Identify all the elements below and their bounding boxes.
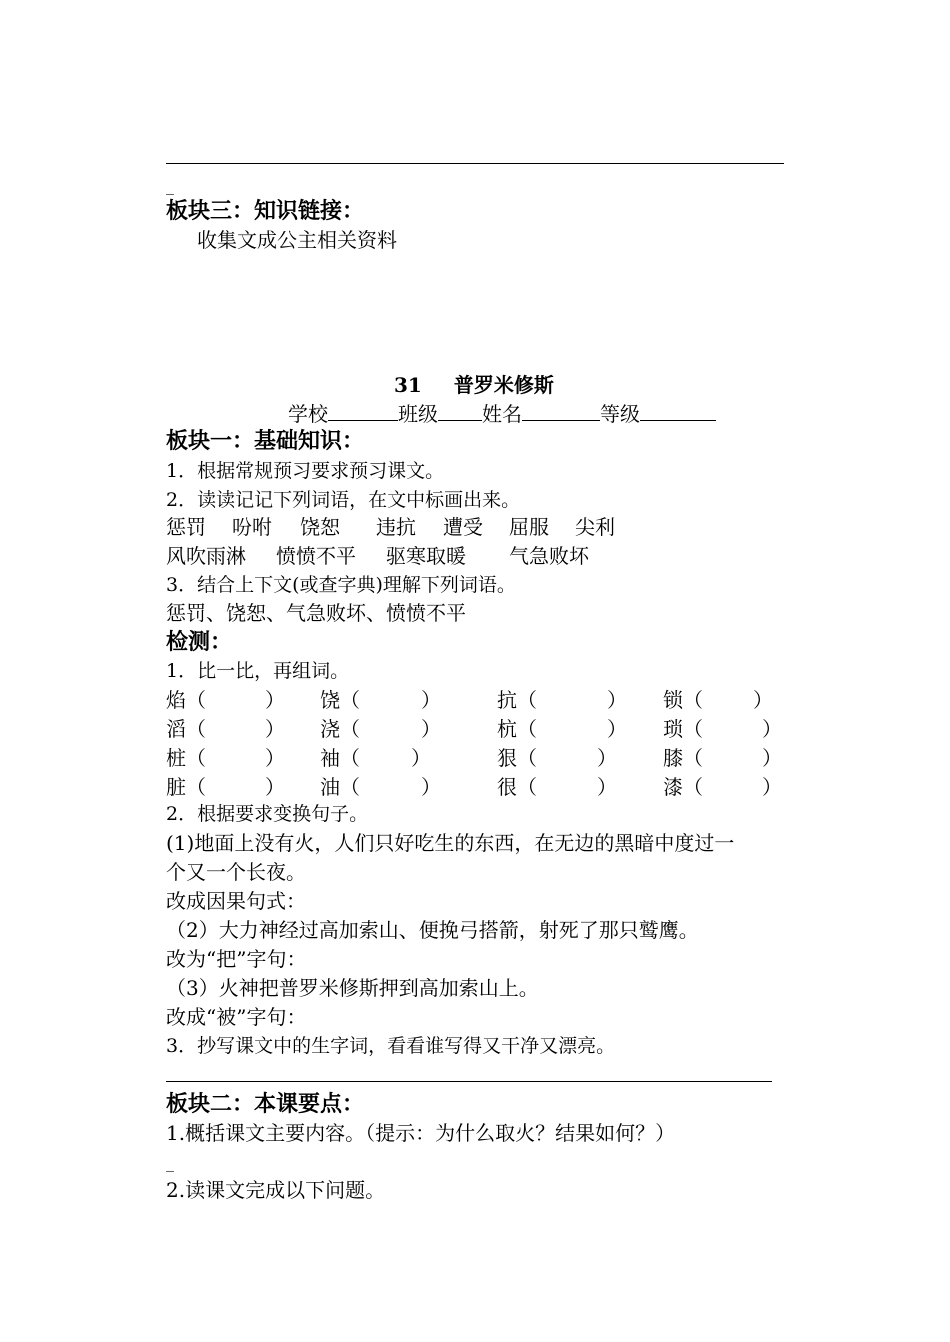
sentence-1-line-1: (1)地面上没有火，人们只好吃生的东西，在无边的黑暗中度过一	[166, 831, 735, 855]
open-paren: （	[340, 688, 360, 712]
lesson-number: 31	[394, 373, 422, 397]
answer-blank[interactable]	[537, 744, 595, 772]
grid-character: 琐	[663, 717, 683, 741]
answer-blank[interactable]	[360, 744, 409, 772]
sentence-1-task: 改成因果句式：	[166, 889, 306, 913]
class-label: 班级	[398, 402, 438, 426]
sentence-3-task: 改成“被”字句：	[166, 1005, 307, 1029]
middle-divider	[166, 1081, 772, 1082]
section1-heading: 板块一：基础知识：	[166, 428, 365, 454]
answer-blank[interactable]	[206, 715, 263, 743]
open-paren: （	[186, 746, 206, 770]
tick-mark: _	[166, 1153, 174, 1172]
open-paren: （	[340, 775, 360, 799]
answer-blank[interactable]	[206, 686, 263, 714]
section2-heading: 板块二：本课要点：	[166, 1091, 365, 1117]
grid-character: 膝	[663, 746, 683, 770]
word: 驱寒取暖	[386, 544, 466, 568]
grade-blank[interactable]	[640, 402, 716, 421]
answer-blank[interactable]	[703, 686, 751, 714]
section1-item-3: 3．结合上下文(或查字典)理解下列词语。	[166, 574, 516, 596]
grid-character: 滔	[166, 717, 186, 741]
name-blank[interactable]	[522, 402, 600, 421]
sentence-2: （2）大力神经过高加索山、便挽弓搭箭，射死了那只鹫鹰。	[166, 918, 699, 942]
close-paren: ）	[265, 775, 285, 799]
lesson-title	[394, 371, 554, 399]
grid-character: 杭	[497, 717, 517, 741]
section2-item-2: 2.读课文完成以下问题。	[166, 1178, 386, 1202]
lesson-name: 普罗米修斯	[453, 373, 554, 397]
word: 吩咐	[232, 515, 272, 539]
close-paren: ）	[762, 717, 782, 741]
open-paren: （	[186, 717, 206, 741]
close-paren: ）	[265, 688, 285, 712]
test-heading: 检测：	[166, 629, 233, 655]
school-blank[interactable]	[328, 402, 398, 421]
section2-item-1: 1.概括课文主要内容。（提示：为什么取火？结果如何？）	[166, 1121, 676, 1145]
close-paren: ）	[265, 717, 285, 741]
open-paren: （	[340, 746, 360, 770]
section1-item-2: 2．读读记记下列词语，在文中标画出来。	[166, 489, 521, 511]
close-paren: ）	[421, 775, 441, 799]
answer-blank[interactable]	[206, 773, 263, 801]
grade-label: 等级	[600, 402, 640, 426]
section1-item-1: 1．根据常规预习要求预习课文。	[166, 460, 445, 482]
grid-character: 浇	[320, 717, 340, 741]
tick-mark: _	[166, 176, 174, 195]
close-paren: ）	[607, 688, 627, 712]
word-row-2	[166, 542, 786, 570]
word-row-1	[166, 513, 786, 541]
answer-blank[interactable]	[703, 715, 760, 743]
answer-blank[interactable]	[360, 686, 419, 714]
grid-character: 脏	[166, 775, 186, 799]
grid-character: 很	[497, 775, 517, 799]
grid-character: 狠	[497, 746, 517, 770]
word: 愤愤不平	[276, 544, 356, 568]
grid-character: 桩	[166, 746, 186, 770]
word: 气急败坏	[509, 544, 589, 568]
open-paren: （	[517, 746, 537, 770]
close-paren: ）	[411, 746, 431, 770]
school-label: 学校	[288, 402, 328, 426]
sentence-1-line-2: 个又一个长夜。	[166, 860, 306, 884]
open-paren: （	[517, 775, 537, 799]
section1-item-3-words: 惩罚、饶恕、气急败坏、愤愤不平	[166, 601, 466, 625]
close-paren: ）	[421, 717, 441, 741]
word: 惩罚	[166, 515, 206, 539]
word: 屈服	[509, 515, 549, 539]
open-paren: （	[517, 717, 537, 741]
section3-line: 收集文成公主相关资料	[197, 228, 397, 252]
close-paren: ）	[753, 688, 773, 712]
answer-blank[interactable]	[206, 744, 263, 772]
class-blank[interactable]	[438, 402, 482, 421]
answer-blank[interactable]	[537, 715, 605, 743]
test-item-3: 3．抄写课文中的生字词，看看谁写得又干净又漂亮。	[166, 1035, 616, 1057]
answer-blank[interactable]	[703, 773, 760, 801]
student-info-form	[288, 400, 716, 428]
open-paren: （	[340, 717, 360, 741]
open-paren: （	[683, 688, 703, 712]
close-paren: ）	[597, 775, 617, 799]
test-item-2: 2．根据要求变换句子。	[166, 803, 369, 825]
open-paren: （	[683, 775, 703, 799]
section3-heading: 板块三：知识链接：	[166, 198, 365, 224]
grid-character: 漆	[663, 775, 683, 799]
test-item-1: 1．比一比，再组词。	[166, 660, 350, 682]
grid-character: 袖	[320, 746, 340, 770]
open-paren: （	[186, 688, 206, 712]
word: 饶恕	[300, 515, 340, 539]
sentence-2-task: 改为“把”字句：	[166, 947, 307, 971]
close-paren: ）	[762, 775, 782, 799]
grid-character: 焰	[166, 688, 186, 712]
close-paren: ）	[597, 746, 617, 770]
grid-character: 饶	[320, 688, 340, 712]
answer-blank[interactable]	[360, 715, 419, 743]
close-paren: ）	[265, 746, 285, 770]
open-paren: （	[683, 717, 703, 741]
answer-blank[interactable]	[360, 773, 419, 801]
grid-character: 锁	[663, 688, 683, 712]
word: 遭受	[443, 515, 483, 539]
answer-blank[interactable]	[537, 686, 605, 714]
word: 风吹雨淋	[166, 544, 246, 568]
answer-blank[interactable]	[703, 744, 760, 772]
close-paren: ）	[762, 746, 782, 770]
open-paren: （	[683, 746, 703, 770]
answer-blank[interactable]	[537, 773, 595, 801]
close-paren: ）	[607, 717, 627, 741]
name-label: 姓名	[482, 402, 522, 426]
close-paren: ）	[421, 688, 441, 712]
top-divider	[166, 163, 784, 164]
open-paren: （	[186, 775, 206, 799]
grid-character: 油	[320, 775, 340, 799]
grid-character: 抗	[497, 688, 517, 712]
open-paren: （	[517, 688, 537, 712]
word: 尖利	[575, 515, 615, 539]
sentence-3: （3）火神把普罗米修斯押到高加索山上。	[166, 976, 539, 1000]
word: 违抗	[376, 515, 416, 539]
